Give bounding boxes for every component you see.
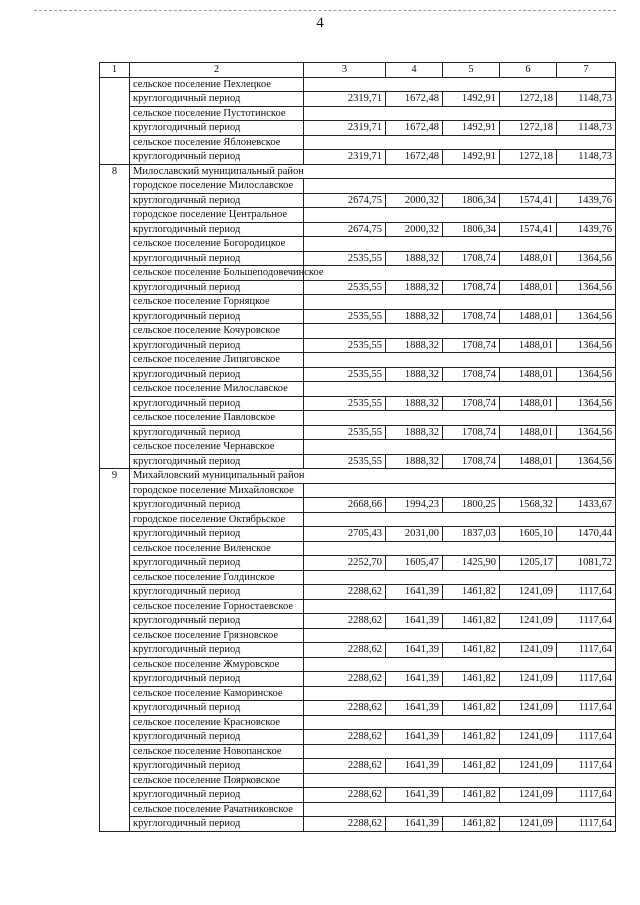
- period-label: круглогодичный период: [130, 309, 304, 324]
- blank-cell: [304, 483, 616, 498]
- settlement-name-row: [100, 106, 616, 121]
- tariff-row: [100, 425, 616, 440]
- tariff-row: [100, 556, 616, 571]
- tariff-row: [100, 121, 616, 136]
- blank-cell: [304, 512, 616, 527]
- tariff-value: 1641,39: [386, 701, 443, 716]
- settlement-name: сельское поселение Голдинское: [130, 570, 304, 585]
- tariff-value: 2535,55: [304, 280, 386, 295]
- settlement-name-row: [100, 382, 616, 397]
- settlement-name: сельское поселение Яблоневское: [130, 135, 304, 150]
- tariff-value: 1439,76: [557, 222, 616, 237]
- tariff-value: 1641,39: [386, 759, 443, 774]
- settlement-name-row: [100, 570, 616, 585]
- tariff-value: 1241,09: [500, 759, 557, 774]
- blank-cell: [304, 324, 616, 339]
- settlement-name-row: [100, 237, 616, 252]
- column-header: 7: [557, 63, 616, 78]
- tariff-value: 1568,32: [500, 498, 557, 513]
- tariff-row: [100, 222, 616, 237]
- period-label: круглогодичный период: [130, 701, 304, 716]
- table-body: [100, 63, 616, 832]
- tariff-value: 1492,91: [443, 92, 500, 107]
- period-label: круглогодичный период: [130, 672, 304, 687]
- tariff-value: 2000,32: [386, 193, 443, 208]
- tariff-value: 2535,55: [304, 309, 386, 324]
- tariff-value: 1117,64: [557, 643, 616, 658]
- tariff-value: 1641,39: [386, 672, 443, 687]
- settlement-name-row: [100, 773, 616, 788]
- settlement-name: сельское поселение Поярковское: [130, 773, 304, 788]
- period-label: круглогодичный период: [130, 585, 304, 600]
- settlement-name: сельское поселение Грязновское: [130, 628, 304, 643]
- period-label: круглогодичный период: [130, 425, 304, 440]
- tariff-value: 1605,10: [500, 527, 557, 542]
- tariff-row: [100, 817, 616, 832]
- settlement-name: сельское поселение Пехлецкое: [130, 77, 304, 92]
- tariff-value: 1364,56: [557, 367, 616, 382]
- tariff-value: 1205,17: [500, 556, 557, 571]
- settlement-name: городское поселение Михайловское: [130, 483, 304, 498]
- period-label: круглогодичный период: [130, 396, 304, 411]
- tariff-value: 1148,73: [557, 121, 616, 136]
- tariff-value: 1241,09: [500, 614, 557, 629]
- tariff-value: 2535,55: [304, 396, 386, 411]
- settlement-name: сельское поселение Горностаевское: [130, 599, 304, 614]
- period-label: круглогодичный период: [130, 367, 304, 382]
- tariff-value: 1117,64: [557, 817, 616, 832]
- period-label: круглогодичный период: [130, 121, 304, 136]
- settlement-name-row: [100, 657, 616, 672]
- tariff-value: 1461,82: [443, 730, 500, 745]
- tariff-value: 1837,03: [443, 527, 500, 542]
- tariff-value: 1806,34: [443, 193, 500, 208]
- tariff-value: 1492,91: [443, 121, 500, 136]
- tariff-value: 1708,74: [443, 396, 500, 411]
- settlement-name: сельское поселение Большеподовечинское: [130, 266, 304, 281]
- blank-cell: [304, 657, 616, 672]
- tariff-value: 1117,64: [557, 759, 616, 774]
- tariff-value: 2288,62: [304, 614, 386, 629]
- tariff-value: 1081,72: [557, 556, 616, 571]
- blank-cell: [304, 686, 616, 701]
- tariff-row: [100, 614, 616, 629]
- tariff-value: 1364,56: [557, 454, 616, 469]
- tariff-value: 1888,32: [386, 280, 443, 295]
- tariff-value: 2674,75: [304, 193, 386, 208]
- tariff-value: 1888,32: [386, 396, 443, 411]
- blank-cell: [304, 570, 616, 585]
- blank-cell: [304, 744, 616, 759]
- district-index: 8: [100, 164, 130, 469]
- tariff-value: 2288,62: [304, 817, 386, 832]
- tariff-value: 1117,64: [557, 672, 616, 687]
- blank-cell: [304, 440, 616, 455]
- settlement-name-row: [100, 512, 616, 527]
- blank-cell: [304, 802, 616, 817]
- tariff-value: 1488,01: [500, 280, 557, 295]
- settlement-name: сельское поселение Новопанское: [130, 744, 304, 759]
- settlement-name-row: [100, 541, 616, 556]
- tariff-value: 2252,70: [304, 556, 386, 571]
- tariff-value: 2535,55: [304, 251, 386, 266]
- district-row: [100, 469, 616, 484]
- tariff-value: 2535,55: [304, 367, 386, 382]
- tariff-value: 1241,09: [500, 643, 557, 658]
- tariff-row: [100, 309, 616, 324]
- tariff-value: 1708,74: [443, 338, 500, 353]
- tariff-value: 2288,62: [304, 672, 386, 687]
- tariff-value: 1433,67: [557, 498, 616, 513]
- blank-cell: [304, 135, 616, 150]
- tariff-value: 2288,62: [304, 643, 386, 658]
- settlement-name: сельское поселение Павловское: [130, 411, 304, 426]
- column-header: 3: [304, 63, 386, 78]
- settlement-name: городское поселение Октябрьское: [130, 512, 304, 527]
- tariff-value: 1461,82: [443, 614, 500, 629]
- tariff-value: 1117,64: [557, 788, 616, 803]
- settlement-name-row: [100, 208, 616, 223]
- tariff-value: 1148,73: [557, 92, 616, 107]
- tariff-value: 1488,01: [500, 251, 557, 266]
- tariff-value: 1672,48: [386, 121, 443, 136]
- blank-cell: [304, 411, 616, 426]
- blank-cell: [304, 628, 616, 643]
- blank-cell: [304, 773, 616, 788]
- tariff-value: 1241,09: [500, 701, 557, 716]
- tariff-value: 1488,01: [500, 309, 557, 324]
- column-header: 1: [100, 63, 130, 78]
- blank-cell: [304, 77, 616, 92]
- tariff-row: [100, 150, 616, 165]
- tariff-value: 2705,43: [304, 527, 386, 542]
- tariff-value: 1806,34: [443, 222, 500, 237]
- tariff-value: 1708,74: [443, 280, 500, 295]
- tariff-value: 1605,47: [386, 556, 443, 571]
- settlement-name-row: [100, 744, 616, 759]
- period-label: круглогодичный период: [130, 788, 304, 803]
- period-label: круглогодичный период: [130, 454, 304, 469]
- tariff-value: 2288,62: [304, 585, 386, 600]
- blank-cell: [304, 599, 616, 614]
- tariff-value: 1117,64: [557, 614, 616, 629]
- settlement-name: сельское поселение Каморинское: [130, 686, 304, 701]
- settlement-name: городское поселение Милославское: [130, 179, 304, 194]
- tariff-value: 2031,00: [386, 527, 443, 542]
- period-label: круглогодичный период: [130, 817, 304, 832]
- period-label: круглогодичный период: [130, 193, 304, 208]
- blank-cell: [304, 237, 616, 252]
- settlement-name-row: [100, 179, 616, 194]
- tariff-value: 1888,32: [386, 454, 443, 469]
- tariff-row: [100, 92, 616, 107]
- tariff-value: 1117,64: [557, 730, 616, 745]
- period-label: круглогодичный период: [130, 338, 304, 353]
- tariff-row: [100, 730, 616, 745]
- tariff-value: 1641,39: [386, 730, 443, 745]
- tariff-value: 1461,82: [443, 759, 500, 774]
- tariff-value: 2319,71: [304, 121, 386, 136]
- tariff-value: 1888,32: [386, 425, 443, 440]
- tariff-value: 1364,56: [557, 396, 616, 411]
- tariff-row: [100, 672, 616, 687]
- district-name: Михайловский муниципальный район: [130, 469, 616, 484]
- tariff-value: 1461,82: [443, 701, 500, 716]
- district-index: [100, 77, 130, 164]
- tariff-value: 1364,56: [557, 251, 616, 266]
- blank-cell: [304, 541, 616, 556]
- district-name: Милославский муниципальный район: [130, 164, 616, 179]
- tariff-value: 2288,62: [304, 788, 386, 803]
- tariff-value: 2288,62: [304, 730, 386, 745]
- tariff-value: 1488,01: [500, 396, 557, 411]
- tariff-row: [100, 585, 616, 600]
- settlement-name: сельское поселение Липяговское: [130, 353, 304, 368]
- tariff-value: 1117,64: [557, 585, 616, 600]
- settlement-name: сельское поселение Жмуровское: [130, 657, 304, 672]
- tariff-value: 1888,32: [386, 367, 443, 382]
- period-label: круглогодичный период: [130, 730, 304, 745]
- column-header: 4: [386, 63, 443, 78]
- settlement-name-row: [100, 77, 616, 92]
- settlement-name: сельское поселение Красновское: [130, 715, 304, 730]
- tariff-value: 1148,73: [557, 150, 616, 165]
- tariff-value: 1461,82: [443, 643, 500, 658]
- tariff-value: 1708,74: [443, 425, 500, 440]
- settlement-name-row: [100, 599, 616, 614]
- top-rule: [34, 10, 616, 11]
- tariff-value: 1994,23: [386, 498, 443, 513]
- tariff-value: 1672,48: [386, 92, 443, 107]
- tariff-value: 1461,82: [443, 585, 500, 600]
- tariff-value: 1461,82: [443, 817, 500, 832]
- tariff-value: 1641,39: [386, 788, 443, 803]
- tariff-value: 1708,74: [443, 309, 500, 324]
- tariff-row: [100, 280, 616, 295]
- tariff-value: 1488,01: [500, 338, 557, 353]
- tariff-value: 1888,32: [386, 309, 443, 324]
- tariff-table: [99, 62, 616, 832]
- tariff-row: [100, 498, 616, 513]
- settlement-name: сельское поселение Виленское: [130, 541, 304, 556]
- tariff-value: 1241,09: [500, 817, 557, 832]
- tariff-value: 2288,62: [304, 759, 386, 774]
- settlement-name: сельское поселение Горняцкое: [130, 295, 304, 310]
- tariff-value: 2319,71: [304, 150, 386, 165]
- blank-cell: [304, 179, 616, 194]
- settlement-name-row: [100, 324, 616, 339]
- tariff-row: [100, 396, 616, 411]
- period-label: круглогодичный период: [130, 527, 304, 542]
- tariff-value: 2288,62: [304, 701, 386, 716]
- tariff-row: [100, 759, 616, 774]
- tariff-value: 1425,90: [443, 556, 500, 571]
- tariff-value: 1470,44: [557, 527, 616, 542]
- tariff-row: [100, 701, 616, 716]
- tariff-value: 2535,55: [304, 338, 386, 353]
- page-number: 4: [316, 15, 324, 31]
- settlement-name-row: [100, 353, 616, 368]
- tariff-value: 1574,41: [500, 193, 557, 208]
- blank-cell: [304, 106, 616, 121]
- tariff-value: 1800,25: [443, 498, 500, 513]
- tariff-row: [100, 527, 616, 542]
- header-row: [100, 63, 616, 78]
- settlement-name-row: [100, 266, 616, 281]
- tariff-value: 2535,55: [304, 425, 386, 440]
- tariff-value: 1461,82: [443, 672, 500, 687]
- period-label: круглогодичный период: [130, 150, 304, 165]
- tariff-value: 1241,09: [500, 585, 557, 600]
- period-label: круглогодичный период: [130, 759, 304, 774]
- tariff-value: 1641,39: [386, 614, 443, 629]
- tariff-value: 1708,74: [443, 251, 500, 266]
- settlement-name: сельское поселение Чернавское: [130, 440, 304, 455]
- settlement-name-row: [100, 411, 616, 426]
- blank-cell: [304, 353, 616, 368]
- tariff-value: 1241,09: [500, 730, 557, 745]
- district-index: 9: [100, 469, 130, 832]
- settlement-name: сельское поселение Кочуровское: [130, 324, 304, 339]
- settlement-name-row: [100, 715, 616, 730]
- tariff-value: 1117,64: [557, 701, 616, 716]
- tariff-value: 1272,18: [500, 121, 557, 136]
- period-label: круглогодичный период: [130, 614, 304, 629]
- tariff-value: 1708,74: [443, 454, 500, 469]
- settlement-name-row: [100, 628, 616, 643]
- period-label: круглогодичный период: [130, 498, 304, 513]
- tariff-row: [100, 367, 616, 382]
- blank-cell: [304, 715, 616, 730]
- tariff-value: 1488,01: [500, 425, 557, 440]
- period-label: круглогодичный период: [130, 280, 304, 295]
- tariff-row: [100, 338, 616, 353]
- settlement-name: сельское поселение Богородицкое: [130, 237, 304, 252]
- tariff-value: 1672,48: [386, 150, 443, 165]
- column-header: 6: [500, 63, 557, 78]
- settlement-name-row: [100, 135, 616, 150]
- period-label: круглогодичный период: [130, 222, 304, 237]
- tariff-value: 2000,32: [386, 222, 443, 237]
- tariff-value: 1364,56: [557, 425, 616, 440]
- blank-cell: [304, 208, 616, 223]
- tariff-value: 1708,74: [443, 367, 500, 382]
- tariff-value: 1641,39: [386, 643, 443, 658]
- tariff-value: 2674,75: [304, 222, 386, 237]
- period-label: круглогодичный период: [130, 643, 304, 658]
- tariff-value: 1641,39: [386, 585, 443, 600]
- period-label: круглогодичный период: [130, 92, 304, 107]
- tariff-value: 1272,18: [500, 150, 557, 165]
- settlement-name: сельское поселение Рачатниковское: [130, 802, 304, 817]
- tariff-value: 1641,39: [386, 817, 443, 832]
- settlement-name: сельское поселение Пустотинское: [130, 106, 304, 121]
- district-row: [100, 164, 616, 179]
- tariff-value: 1364,56: [557, 309, 616, 324]
- tariff-value: 2535,55: [304, 454, 386, 469]
- blank-cell: [304, 266, 616, 281]
- blank-cell: [304, 382, 616, 397]
- column-header: 5: [443, 63, 500, 78]
- tariff-row: [100, 643, 616, 658]
- tariff-value: 1488,01: [500, 367, 557, 382]
- tariff-row: [100, 193, 616, 208]
- settlement-name-row: [100, 483, 616, 498]
- tariff-value: 1439,76: [557, 193, 616, 208]
- settlement-name-row: [100, 686, 616, 701]
- tariff-value: 1888,32: [386, 251, 443, 266]
- settlement-name-row: [100, 440, 616, 455]
- tariff-value: 1488,01: [500, 454, 557, 469]
- period-label: круглогодичный период: [130, 251, 304, 266]
- tariff-value: 1574,41: [500, 222, 557, 237]
- tariff-value: 1461,82: [443, 788, 500, 803]
- tariff-value: 1241,09: [500, 788, 557, 803]
- blank-cell: [304, 295, 616, 310]
- tariff-row: [100, 251, 616, 266]
- tariff-row: [100, 454, 616, 469]
- tariff-value: 2319,71: [304, 92, 386, 107]
- column-header: 2: [130, 63, 304, 78]
- tariff-value: 2668,66: [304, 498, 386, 513]
- settlement-name-row: [100, 802, 616, 817]
- settlement-name-row: [100, 295, 616, 310]
- settlement-name: сельское поселение Милославское: [130, 382, 304, 397]
- settlement-name: городское поселение Центральное: [130, 208, 304, 223]
- tariff-value: 1888,32: [386, 338, 443, 353]
- tariff-row: [100, 788, 616, 803]
- tariff-value: 1364,56: [557, 280, 616, 295]
- tariff-value: 1272,18: [500, 92, 557, 107]
- tariff-value: 1364,56: [557, 338, 616, 353]
- tariff-value: 1492,91: [443, 150, 500, 165]
- period-label: круглогодичный период: [130, 556, 304, 571]
- tariff-value: 1241,09: [500, 672, 557, 687]
